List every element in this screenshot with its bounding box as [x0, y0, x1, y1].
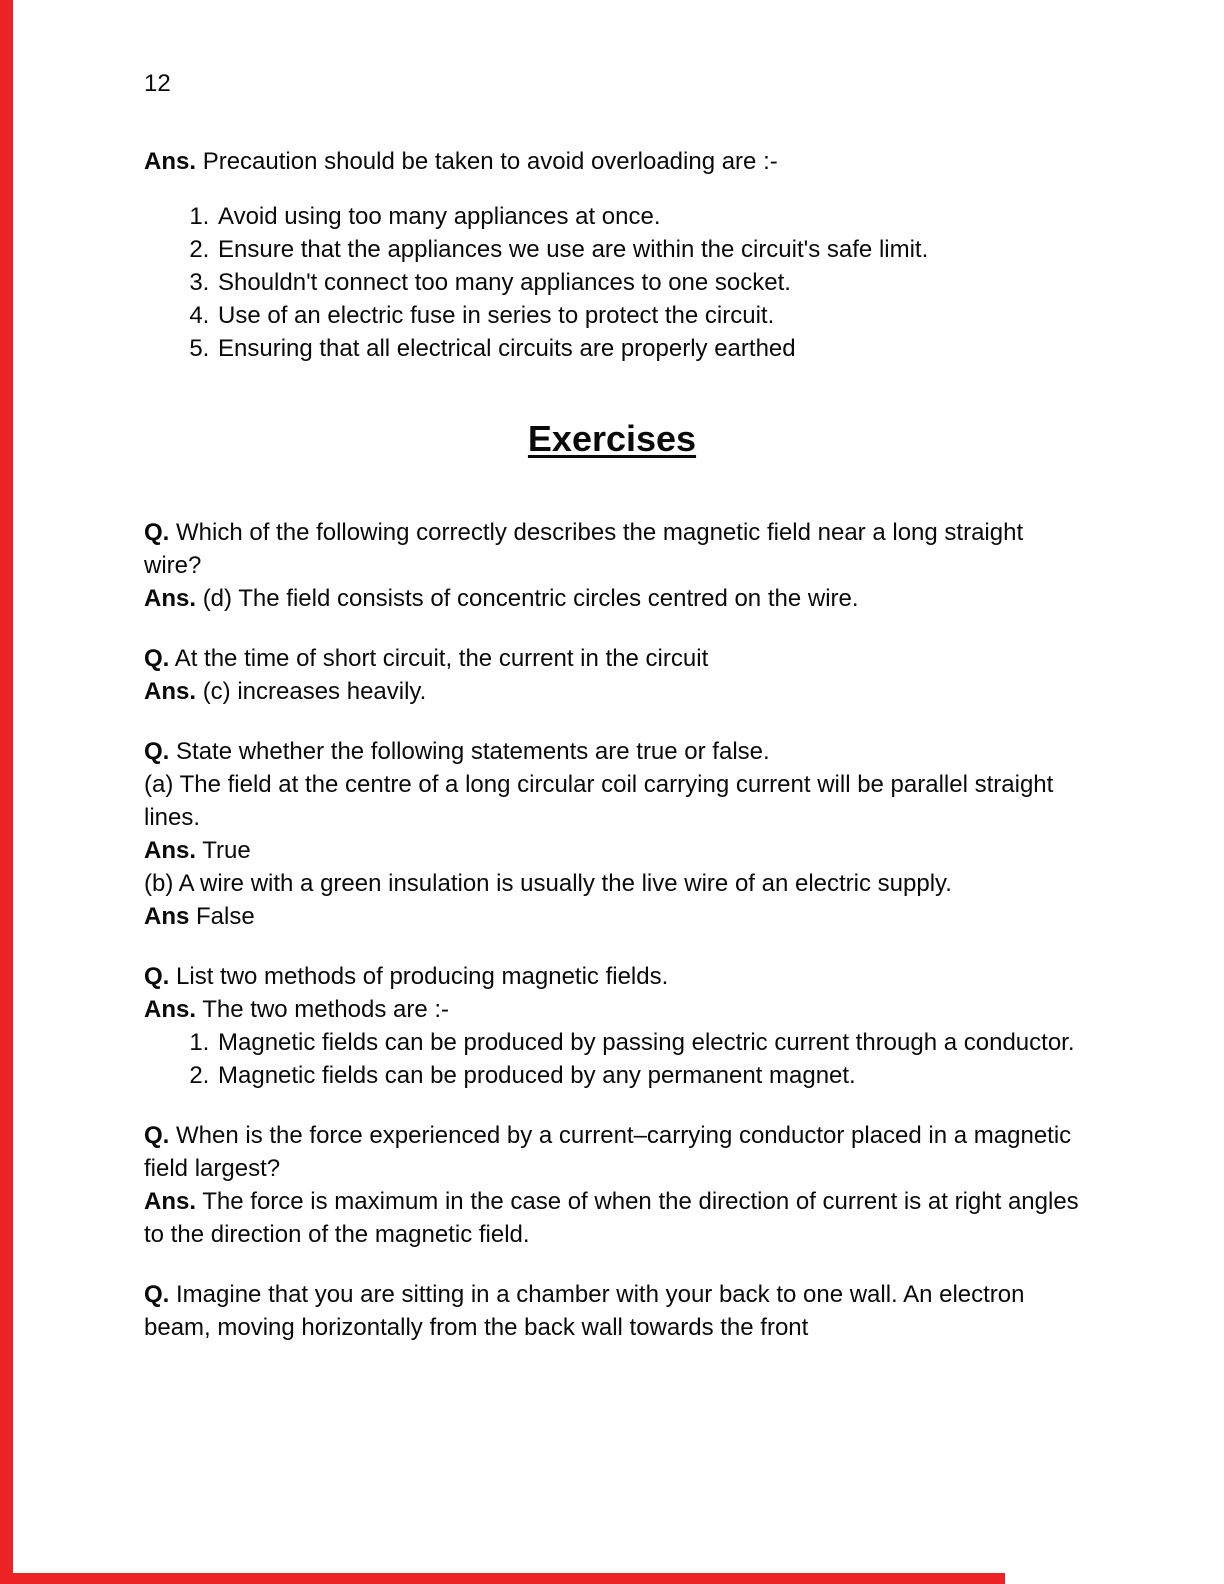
- qa-line: Ans. (c) increases heavily.: [144, 678, 427, 705]
- qa-block: [144, 1119, 1080, 1251]
- qa-prefix: Q.: [144, 1281, 170, 1308]
- qa-line: Q. Which of the following correctly describes the magnetic field near a long straight wire?: [144, 519, 1024, 579]
- list-item: 4. Use of an electric fuse in series to protect the circuit.: [216, 299, 1080, 332]
- qa-line: Ans. True: [144, 837, 251, 864]
- qa-prefix: Ans.: [144, 996, 197, 1023]
- qa-section: [144, 516, 1080, 1344]
- list-item: 1. Avoid using too many appliances at once.: [216, 200, 1080, 233]
- qa-block: [144, 735, 1080, 933]
- qa-line: Ans. The two methods are :-: [144, 996, 450, 1023]
- qa-line: Q. List two methods of producing magnetic fields.: [144, 963, 669, 990]
- page-number: 12: [144, 70, 171, 97]
- page-content: [144, 0, 1080, 1344]
- qa-line: Q. When is the force experienced by a current–carrying conductor placed in a magnetic field largest?: [144, 1122, 1072, 1182]
- qa-prefix: Q.: [144, 519, 170, 546]
- qa-block: [144, 642, 1080, 708]
- qa-line: (b) A wire with a green insulation is usually the live wire of an electric supply.: [144, 870, 952, 897]
- red-edge-mark-left: [0, 0, 13, 1584]
- qa-line: Ans. The force is maximum in the case of when the direction of current is at right angles to the direction of the magnetic field.: [144, 1188, 1079, 1248]
- qa-prefix: Ans.: [144, 1188, 197, 1215]
- list-item: 2. Ensure that the appliances we use are within the circuit's safe limit.: [216, 233, 1080, 266]
- intro-answer-paragraph: [144, 145, 1080, 178]
- qa-prefix: Q.: [144, 645, 170, 672]
- qa-prefix: Q.: [144, 1122, 170, 1149]
- qa-line: Q. State whether the following statements are true or false.: [144, 738, 770, 765]
- qa-line: Q. Imagine that you are sitting in a chamber with your back to one wall. An electron beam, moving horizontally from the back wall towards the front: [144, 1281, 1025, 1341]
- qa-prefix: Ans.: [144, 837, 197, 864]
- qa-block: [144, 960, 1080, 1092]
- qa-prefix: Ans.: [144, 678, 197, 705]
- list-item: 3. Shouldn't connect too many appliances to one socket.: [216, 266, 1080, 299]
- qa-line: Ans False: [144, 903, 255, 930]
- ans-label: Ans.: [144, 148, 197, 175]
- qa-prefix: Ans: [144, 903, 190, 930]
- list-item: 5. Ensuring that all electrical circuits are properly earthed: [216, 332, 1080, 365]
- qa-block: [144, 516, 1080, 615]
- precautions-list: [144, 200, 1080, 365]
- list-item: 1. Magnetic fields can be produced by passing electric current through a conductor.: [216, 1026, 1080, 1059]
- red-edge-mark-bottom: [0, 1573, 1005, 1584]
- qa-prefix: Ans.: [144, 585, 197, 612]
- qa-block: [144, 1278, 1080, 1344]
- intro-answer-text: Precaution should be taken to avoid overloading are :-: [202, 148, 778, 175]
- qa-prefix: Q.: [144, 738, 170, 765]
- exercises-heading: Exercises: [527, 418, 697, 459]
- qa-prefix: Q.: [144, 963, 170, 990]
- answer-list: [144, 1026, 1080, 1092]
- list-item: 2. Magnetic fields can be produced by any permanent magnet.: [216, 1059, 1080, 1092]
- qa-line: Ans. (d) The field consists of concentric circles centred on the wire.: [144, 585, 859, 612]
- qa-line: Q. At the time of short circuit, the current in the circuit: [144, 645, 709, 672]
- qa-line: (a) The field at the centre of a long circular coil carrying current will be parallel straight lines.: [144, 771, 1054, 831]
